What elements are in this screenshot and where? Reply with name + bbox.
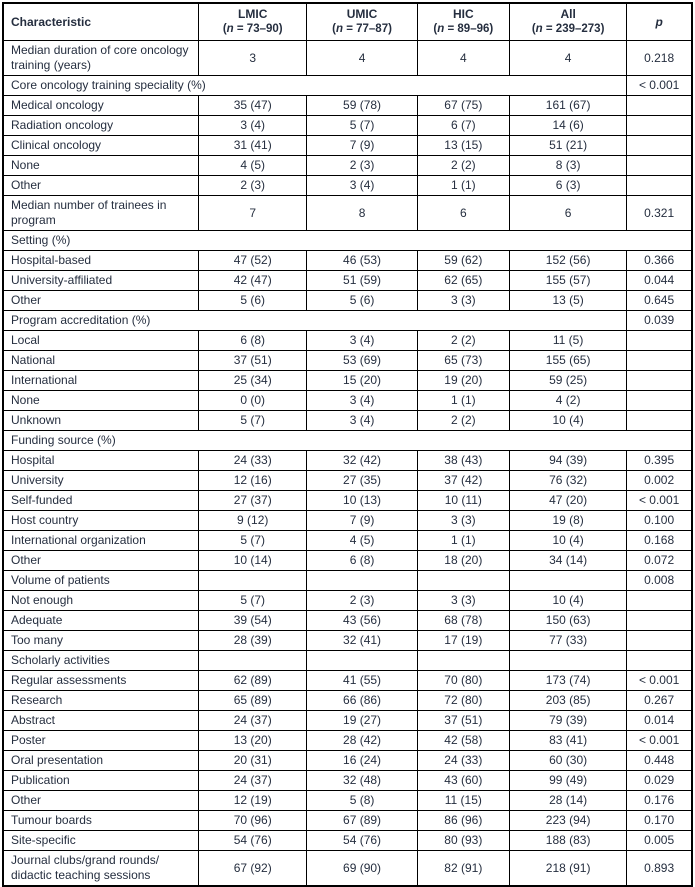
value-cell: 24 (37) xyxy=(199,771,307,791)
column-header-hic xyxy=(417,3,509,41)
row-label: Core oncology training speciality (%) xyxy=(3,76,627,96)
value-cell: 10 (13) xyxy=(307,491,417,511)
p-value-cell xyxy=(627,351,692,371)
value-cell xyxy=(199,571,307,591)
value-cell: 69 (90) xyxy=(307,851,417,887)
table-row xyxy=(3,531,692,551)
row-label: National xyxy=(3,351,199,371)
value-cell: 19 (8) xyxy=(509,511,626,531)
value-cell: 6 (8) xyxy=(199,331,307,351)
table-row xyxy=(3,691,692,711)
table-row xyxy=(3,196,692,231)
p-value-cell xyxy=(627,176,692,196)
table-row xyxy=(3,711,692,731)
value-cell: 24 (33) xyxy=(417,751,509,771)
value-cell: 51 (59) xyxy=(307,271,417,291)
p-value-cell: 0.044 xyxy=(627,271,692,291)
p-value-cell: < 0.001 xyxy=(627,76,692,96)
value-cell xyxy=(509,651,626,671)
row-label: Scholarly activities xyxy=(3,651,199,671)
p-value-cell: 0.072 xyxy=(627,551,692,571)
table-row xyxy=(3,511,692,531)
table-row xyxy=(3,96,692,116)
row-label: Other xyxy=(3,176,199,196)
value-cell: 2 (3) xyxy=(307,591,417,611)
value-cell: 3 (3) xyxy=(417,591,509,611)
value-cell: 76 (32) xyxy=(509,471,626,491)
characteristics-table xyxy=(2,2,693,887)
value-cell: 5 (7) xyxy=(199,591,307,611)
p-value-cell: 0.014 xyxy=(627,711,692,731)
value-cell: 66 (86) xyxy=(307,691,417,711)
row-label: Local xyxy=(3,331,199,351)
table-row xyxy=(3,451,692,471)
value-cell: 86 (96) xyxy=(417,811,509,831)
table-row xyxy=(3,831,692,851)
value-cell: 68 (78) xyxy=(417,611,509,631)
value-cell: 5 (7) xyxy=(199,531,307,551)
value-cell: 13 (15) xyxy=(417,136,509,156)
p-value-cell: < 0.001 xyxy=(627,731,692,751)
row-label: Research xyxy=(3,691,199,711)
table-row xyxy=(3,771,692,791)
value-cell: 4 xyxy=(307,41,417,76)
row-label: Other xyxy=(3,791,199,811)
column-header-p: p xyxy=(627,3,692,41)
value-cell: 24 (33) xyxy=(199,451,307,471)
value-cell xyxy=(307,651,417,671)
value-cell: 19 (27) xyxy=(307,711,417,731)
value-cell: 2 (2) xyxy=(417,331,509,351)
row-label: Publication xyxy=(3,771,199,791)
value-cell: 12 (16) xyxy=(199,471,307,491)
value-cell: 47 (20) xyxy=(509,491,626,511)
value-cell: 4 (5) xyxy=(199,156,307,176)
p-value-cell: 0.170 xyxy=(627,811,692,831)
value-cell: 5 (6) xyxy=(199,291,307,311)
value-cell: 62 (89) xyxy=(199,671,307,691)
table-row xyxy=(3,471,692,491)
row-label: Clinical oncology xyxy=(3,136,199,156)
value-cell: 59 (62) xyxy=(417,251,509,271)
value-cell: 7 (9) xyxy=(307,511,417,531)
value-cell: 0 (0) xyxy=(199,391,307,411)
value-cell: 3 (4) xyxy=(199,116,307,136)
table-body xyxy=(3,41,692,887)
value-cell xyxy=(307,571,417,591)
value-cell: 59 (25) xyxy=(509,371,626,391)
p-value-cell: 0.218 xyxy=(627,41,692,76)
p-value-cell: 0.395 xyxy=(627,451,692,471)
value-cell xyxy=(417,651,509,671)
value-cell: 37 (51) xyxy=(417,711,509,731)
table-row xyxy=(3,811,692,831)
value-cell: 11 (15) xyxy=(417,791,509,811)
value-cell: 223 (94) xyxy=(509,811,626,831)
row-label: Tumour boards xyxy=(3,811,199,831)
row-label: Hospital-based xyxy=(3,251,199,271)
value-cell: 39 (54) xyxy=(199,611,307,631)
row-label: Journal clubs/grand rounds/​didactic teaching sessions xyxy=(3,851,199,887)
value-cell: 10 (14) xyxy=(199,551,307,571)
value-cell: 155 (65) xyxy=(509,351,626,371)
p-value-cell xyxy=(627,411,692,431)
value-cell: 32 (42) xyxy=(307,451,417,471)
value-cell xyxy=(199,651,307,671)
table-row xyxy=(3,671,692,691)
value-cell: 37 (51) xyxy=(199,351,307,371)
value-cell: 60 (30) xyxy=(509,751,626,771)
p-value-cell: 0.448 xyxy=(627,751,692,771)
p-value-cell xyxy=(627,331,692,351)
table-row xyxy=(3,731,692,751)
value-cell: 31 (41) xyxy=(199,136,307,156)
table-row xyxy=(3,311,692,331)
value-cell: 8 xyxy=(307,196,417,231)
value-cell: 79 (39) xyxy=(509,711,626,731)
p-value-cell xyxy=(627,96,692,116)
value-cell: 10 (4) xyxy=(509,411,626,431)
row-label: Setting (%) xyxy=(3,231,692,251)
row-label: Medical oncology xyxy=(3,96,199,116)
row-label: None xyxy=(3,156,199,176)
value-cell: 3 (3) xyxy=(417,511,509,531)
row-label: University xyxy=(3,471,199,491)
value-cell: 203 (85) xyxy=(509,691,626,711)
row-label: Not enough xyxy=(3,591,199,611)
value-cell: 16 (24) xyxy=(307,751,417,771)
column-header-all xyxy=(509,3,626,41)
row-label: Host country xyxy=(3,511,199,531)
column-header-n-range: (n = 89–96) xyxy=(433,23,494,35)
row-label: International organization xyxy=(3,531,199,551)
table-row xyxy=(3,791,692,811)
value-cell: 27 (35) xyxy=(307,471,417,491)
value-cell: 99 (49) xyxy=(509,771,626,791)
p-value-cell: 0.645 xyxy=(627,291,692,311)
value-cell: 161 (67) xyxy=(509,96,626,116)
row-label: Radiation oncology xyxy=(3,116,199,136)
value-cell: 8 (3) xyxy=(509,156,626,176)
p-value-cell xyxy=(627,156,692,176)
value-cell: 10 (4) xyxy=(509,591,626,611)
value-cell: 5 (6) xyxy=(307,291,417,311)
value-cell: 34 (14) xyxy=(509,551,626,571)
p-value-cell: 0.366 xyxy=(627,251,692,271)
value-cell: 13 (20) xyxy=(199,731,307,751)
value-cell: 72 (80) xyxy=(417,691,509,711)
value-cell: 20 (31) xyxy=(199,751,307,771)
value-cell: 47 (52) xyxy=(199,251,307,271)
table-row xyxy=(3,411,692,431)
value-cell: 152 (56) xyxy=(509,251,626,271)
value-cell: 3 (4) xyxy=(307,391,417,411)
value-cell: 28 (39) xyxy=(199,631,307,651)
value-cell: 25 (34) xyxy=(199,371,307,391)
p-value-cell xyxy=(627,391,692,411)
value-cell: 43 (60) xyxy=(417,771,509,791)
column-header-label: UMIC xyxy=(346,7,378,21)
p-value-cell xyxy=(627,651,692,671)
table-row xyxy=(3,351,692,371)
value-cell: 6 xyxy=(417,196,509,231)
table-row xyxy=(3,571,692,591)
value-cell: 5 (7) xyxy=(199,411,307,431)
value-cell: 32 (48) xyxy=(307,771,417,791)
p-value-cell: 0.168 xyxy=(627,531,692,551)
table-row xyxy=(3,851,692,887)
value-cell: 28 (42) xyxy=(307,731,417,751)
table-row xyxy=(3,41,692,76)
table-row xyxy=(3,251,692,271)
row-label: Funding source (%) xyxy=(3,431,692,451)
value-cell: 13 (5) xyxy=(509,291,626,311)
value-cell: 4 xyxy=(509,41,626,76)
value-cell: 1 (1) xyxy=(417,531,509,551)
p-value-cell: 0.039 xyxy=(627,311,692,331)
table-row xyxy=(3,431,692,451)
value-cell: 14 (6) xyxy=(509,116,626,136)
value-cell: 35 (47) xyxy=(199,96,307,116)
value-cell: 3 (4) xyxy=(307,411,417,431)
value-cell: 1 (1) xyxy=(417,391,509,411)
table-row xyxy=(3,76,692,96)
row-label: Hospital xyxy=(3,451,199,471)
value-cell: 17 (19) xyxy=(417,631,509,651)
value-cell: 27 (37) xyxy=(199,491,307,511)
table-row xyxy=(3,176,692,196)
table-row xyxy=(3,551,692,571)
value-cell: 67 (75) xyxy=(417,96,509,116)
value-cell: 173 (74) xyxy=(509,671,626,691)
p-value-cell: 0.029 xyxy=(627,771,692,791)
p-value-cell: 0.321 xyxy=(627,196,692,231)
value-cell: 10 (11) xyxy=(417,491,509,511)
row-label: International xyxy=(3,371,199,391)
row-label: Self-funded xyxy=(3,491,199,511)
value-cell: 15 (20) xyxy=(307,371,417,391)
value-cell: 54 (76) xyxy=(307,831,417,851)
p-value-cell: 0.008 xyxy=(627,571,692,591)
value-cell: 67 (89) xyxy=(307,811,417,831)
table-row xyxy=(3,591,692,611)
table-row xyxy=(3,371,692,391)
column-header-n-range: (n = 239–273) xyxy=(531,23,605,35)
value-cell: 42 (58) xyxy=(417,731,509,751)
row-label: Site-specific xyxy=(3,831,199,851)
value-cell: 54 (76) xyxy=(199,831,307,851)
table-row xyxy=(3,136,692,156)
value-cell: 59 (78) xyxy=(307,96,417,116)
row-label: Too many xyxy=(3,631,199,651)
value-cell: 150 (63) xyxy=(509,611,626,631)
row-label: Regular assessments xyxy=(3,671,199,691)
table-row xyxy=(3,491,692,511)
p-value-cell xyxy=(627,611,692,631)
value-cell xyxy=(417,571,509,591)
value-cell: 4 xyxy=(417,41,509,76)
value-cell: 46 (53) xyxy=(307,251,417,271)
column-header-n-range: (n = 73–90) xyxy=(222,23,283,35)
value-cell: 38 (43) xyxy=(417,451,509,471)
table-header xyxy=(3,3,692,41)
value-cell: 80 (93) xyxy=(417,831,509,851)
value-cell: 7 (9) xyxy=(307,136,417,156)
value-cell: 7 xyxy=(199,196,307,231)
value-cell: 83 (41) xyxy=(509,731,626,751)
value-cell: 5 (8) xyxy=(307,791,417,811)
value-cell: 3 (4) xyxy=(307,331,417,351)
column-header-umic xyxy=(307,3,417,41)
value-cell: 5 (7) xyxy=(307,116,417,136)
value-cell: 11 (5) xyxy=(509,331,626,351)
value-cell: 51 (21) xyxy=(509,136,626,156)
value-cell: 2 (3) xyxy=(307,156,417,176)
p-value-cell: 0.893 xyxy=(627,851,692,887)
value-cell: 12 (19) xyxy=(199,791,307,811)
p-value-cell: 0.002 xyxy=(627,471,692,491)
value-cell: 2 (2) xyxy=(417,156,509,176)
value-cell: 70 (96) xyxy=(199,811,307,831)
table-row xyxy=(3,231,692,251)
row-label: Program accreditation (%) xyxy=(3,311,627,331)
value-cell: 42 (47) xyxy=(199,271,307,291)
value-cell: 19 (20) xyxy=(417,371,509,391)
column-header-label: HIC xyxy=(452,7,474,21)
value-cell: 6 xyxy=(509,196,626,231)
p-value-cell: < 0.001 xyxy=(627,491,692,511)
table-row xyxy=(3,611,692,631)
value-cell: 70 (80) xyxy=(417,671,509,691)
table-row xyxy=(3,391,692,411)
value-cell: 2 (3) xyxy=(199,176,307,196)
column-header-label: All xyxy=(560,7,576,21)
value-cell: 218 (91) xyxy=(509,851,626,887)
value-cell: 6 (3) xyxy=(509,176,626,196)
row-label: Unknown xyxy=(3,411,199,431)
value-cell: 6 (7) xyxy=(417,116,509,136)
table-row xyxy=(3,651,692,671)
row-label: Oral presentation xyxy=(3,751,199,771)
value-cell: 1 (1) xyxy=(417,176,509,196)
row-label: Volume of patients xyxy=(3,571,199,591)
value-cell: 6 (8) xyxy=(307,551,417,571)
p-value-cell xyxy=(627,591,692,611)
value-cell: 3 (4) xyxy=(307,176,417,196)
row-label: Median number of trainees in program xyxy=(3,196,199,231)
value-cell: 10 (4) xyxy=(509,531,626,551)
table-row xyxy=(3,291,692,311)
p-value-cell: 0.005 xyxy=(627,831,692,851)
value-cell: 155 (57) xyxy=(509,271,626,291)
p-value-cell: 0.100 xyxy=(627,511,692,531)
p-value-cell: 0.267 xyxy=(627,691,692,711)
row-label: Other xyxy=(3,291,199,311)
column-header-n-range: (n = 77–87) xyxy=(332,23,392,35)
value-cell: 188 (83) xyxy=(509,831,626,851)
value-cell: 67 (92) xyxy=(199,851,307,887)
value-cell: 3 xyxy=(199,41,307,76)
value-cell: 32 (41) xyxy=(307,631,417,651)
table-row xyxy=(3,271,692,291)
value-cell: 94 (39) xyxy=(509,451,626,471)
p-value-cell xyxy=(627,136,692,156)
value-cell xyxy=(509,571,626,591)
value-cell: 24 (37) xyxy=(199,711,307,731)
value-cell: 62 (65) xyxy=(417,271,509,291)
value-cell: 3 (3) xyxy=(417,291,509,311)
row-label: Abstract xyxy=(3,711,199,731)
column-header-lmic xyxy=(199,3,307,41)
value-cell: 18 (20) xyxy=(417,551,509,571)
p-value-cell xyxy=(627,631,692,651)
value-cell: 9 (12) xyxy=(199,511,307,531)
value-cell: 65 (89) xyxy=(199,691,307,711)
table-row xyxy=(3,156,692,176)
table-row xyxy=(3,116,692,136)
row-label: None xyxy=(3,391,199,411)
row-label: Adequate xyxy=(3,611,199,631)
row-label: Median duration of core oncology training (years) xyxy=(3,41,199,76)
p-value-cell xyxy=(627,371,692,391)
value-cell: 77 (33) xyxy=(509,631,626,651)
column-header-label: LMIC xyxy=(238,7,268,21)
value-cell: 2 (2) xyxy=(417,411,509,431)
row-label: University-affiliated xyxy=(3,271,199,291)
value-cell: 82 (91) xyxy=(417,851,509,887)
column-header-characteristic: Characteristic xyxy=(3,3,199,41)
header-row xyxy=(3,3,692,41)
value-cell: 28 (14) xyxy=(509,791,626,811)
value-cell: 41 (55) xyxy=(307,671,417,691)
p-value-cell: < 0.001 xyxy=(627,671,692,691)
value-cell: 53 (69) xyxy=(307,351,417,371)
table-row xyxy=(3,331,692,351)
value-cell: 65 (73) xyxy=(417,351,509,371)
p-value-cell xyxy=(627,116,692,136)
table-row xyxy=(3,751,692,771)
value-cell: 43 (56) xyxy=(307,611,417,631)
p-value-cell: 0.176 xyxy=(627,791,692,811)
table-row xyxy=(3,631,692,651)
row-label: Other xyxy=(3,551,199,571)
value-cell: 4 (5) xyxy=(307,531,417,551)
value-cell: 37 (42) xyxy=(417,471,509,491)
value-cell: 4 (2) xyxy=(509,391,626,411)
row-label: Poster xyxy=(3,731,199,751)
